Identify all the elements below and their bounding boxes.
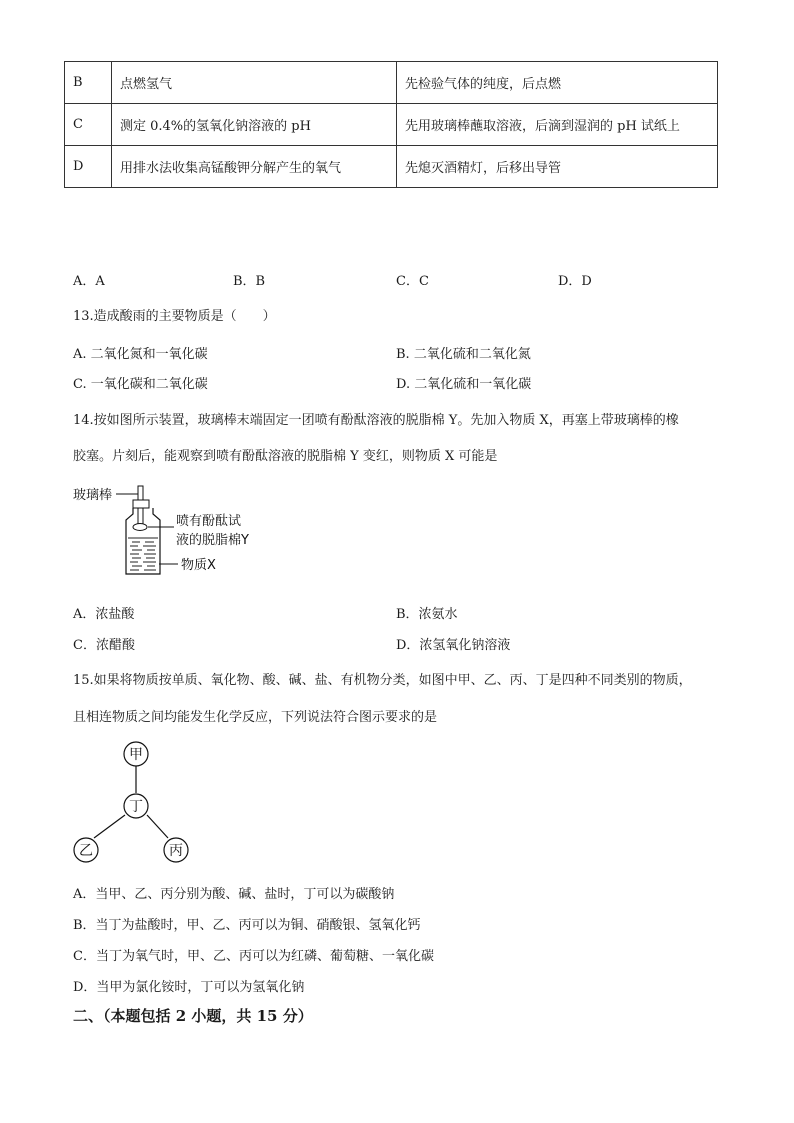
edge-center-right (147, 815, 168, 838)
relation-diagram (65, 735, 205, 867)
node-top-label: 甲 (129, 747, 143, 763)
q14-choice-a: A．浓盐酸 (73, 607, 135, 622)
table-row (65, 104, 718, 146)
apparatus-figure (70, 480, 290, 580)
node-center-label: 丁 (129, 799, 143, 815)
stopper (133, 500, 149, 508)
cotton-ball (133, 524, 147, 531)
q15-choice-d: D．当甲为氯化铵时，丁可以为氢氧化钠 (73, 980, 305, 995)
substance-label: 物质X (181, 558, 216, 573)
section-heading: 二、（本题包括 2 小题，共 15 分） (73, 1007, 313, 1025)
q12-choice-d: D．D (558, 274, 592, 289)
q13-choice-a: A. 二氧化氮和一氧化碳 (73, 347, 208, 362)
cotton-label-line1: 喷有酚酞试 (176, 514, 242, 529)
q13-choice-b: B. 二氧化硫和二氧化氮 (396, 347, 531, 362)
node-right-label: 丙 (169, 843, 183, 859)
options-table (64, 61, 718, 188)
q14-choice-d: D．浓氢氧化钠溶液 (396, 638, 511, 653)
q12-choice-c: C．C (396, 274, 429, 289)
q13-choice-d: D. 二氧化硫和一氧化碳 (396, 377, 532, 392)
row-label: D (65, 146, 112, 188)
row-method: 先用玻璃棒蘸取溶液，后滴到湿润的 pH 试纸上 (397, 104, 718, 146)
edge-center-left (94, 815, 125, 838)
row-method: 先熄灭酒精灯，后移出导管 (397, 146, 718, 188)
table-row (65, 146, 718, 188)
q14-stem-line2: 胶塞。片刻后，能观察到喷有酚酞溶液的脱脂棉 Y 变红，则物质 X 可能是 (73, 449, 498, 464)
q14-choice-c: C．浓醋酸 (73, 638, 135, 653)
row-label: B (65, 62, 112, 104)
cotton-label-line2: 液的脱脂棉Y (176, 533, 249, 548)
node-left-label: 乙 (79, 843, 93, 859)
q13-stem: 13.造成酸雨的主要物质是（ ） (73, 309, 276, 324)
row-label: C (65, 104, 112, 146)
q15-stem-line1: 15.如果将物质按单质、氧化物、酸、碱、盐、有机物分类，如图中甲、乙、丙、丁是四种不同类别的物质， (73, 673, 692, 688)
q13-choice-c: C. 一氧化碳和二氧化碳 (73, 377, 208, 392)
q15-stem-line2: 且相连物质之间均能发生化学反应，下列说法符合图示要求的是 (73, 710, 438, 725)
q14-stem-line1: 14.按如图所示装置，玻璃棒末端固定一团喷有酚酞溶液的脱脂棉 Y。先加入物质 X，再塞上带玻璃棒的橡 (73, 413, 679, 428)
rod-label: 玻璃棒 (73, 488, 113, 503)
q12-choice-a: A．A (73, 274, 105, 289)
row-method: 先检验气体的纯度，后点燃 (397, 62, 718, 104)
q15-choice-b: B．当丁为盐酸时，甲、乙、丙可以为铜、硝酸银、氢氧化钙 (73, 918, 421, 933)
table-row (65, 62, 718, 104)
q12-choice-b: B．B (233, 274, 266, 289)
liquid (127, 538, 159, 573)
q15-choice-a: A．当甲、乙、丙分别为酸、碱、盐时，丁可以为碳酸钠 (73, 887, 395, 902)
row-operation: 测定 0.4%的氢氧化钠溶液的 pH (112, 104, 397, 146)
q15-choice-c: C．当丁为氧气时，甲、乙、丙可以为红磷、葡萄糖、一氧化碳 (73, 949, 434, 964)
row-operation: 点燃氢气 (112, 62, 397, 104)
q14-choice-b: B．浓氨水 (396, 607, 458, 622)
row-operation: 用排水法收集高锰酸钾分解产生的氧气 (112, 146, 397, 188)
